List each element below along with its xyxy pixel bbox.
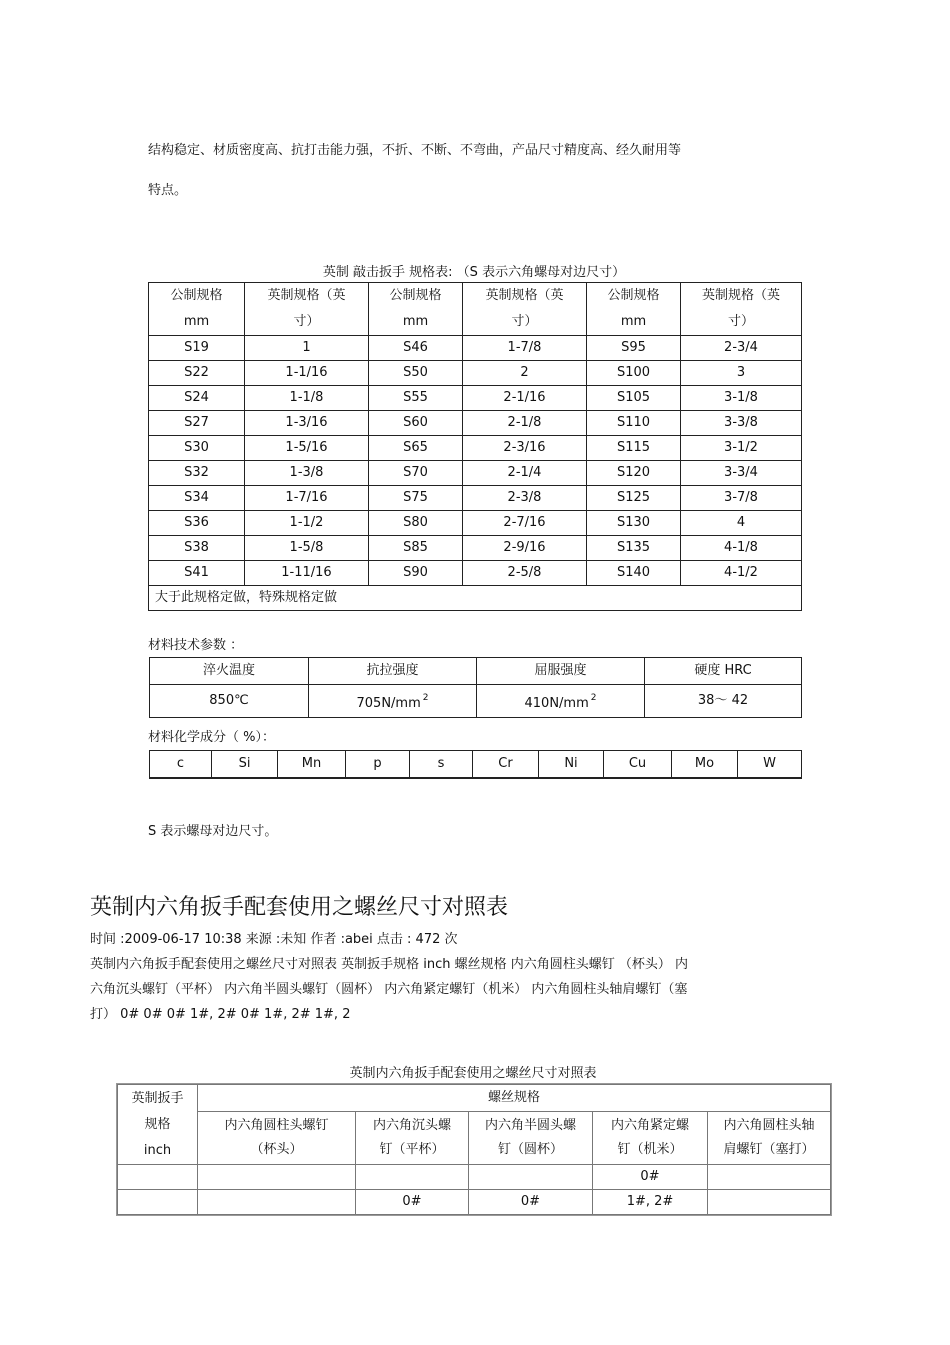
material-params-value-row xyxy=(150,685,802,718)
metric-size-cell: S120 xyxy=(587,461,681,486)
metric-size-cell: S125 xyxy=(587,486,681,511)
element-value-cell xyxy=(346,778,410,779)
metric-size-cell: S41 xyxy=(149,561,245,586)
spec-table xyxy=(148,282,802,611)
metric-size-cell: S34 xyxy=(149,486,245,511)
screw-table xyxy=(117,1084,831,1215)
metric-size-cell: S38 xyxy=(149,536,245,561)
screw-size-cell xyxy=(708,1165,831,1190)
element-header: c xyxy=(150,751,212,778)
imperial-size-cell: 3-3/8 xyxy=(681,411,802,436)
metric-size-cell: S19 xyxy=(149,336,245,361)
element-value-cell xyxy=(150,778,212,779)
spec-row xyxy=(149,411,802,436)
article-meta: 时间 :2009-06-17 10:38 来源 :未知 作者 :abei 点击 : 472 次 xyxy=(90,932,458,947)
quench-temp-value: 850℃ xyxy=(150,685,309,718)
spec-row xyxy=(149,386,802,411)
yield-strength-value: 410N/mm $^2$ xyxy=(477,685,645,718)
spec-note: 大于此规格定做，特殊规格定做 xyxy=(149,586,802,611)
metric-size-cell: S60 xyxy=(369,411,463,436)
element-value-cell xyxy=(539,778,604,779)
article-body-line-1: 英制内六角扳手配套使用之螺丝尺寸对照表 英制扳手规格 inch 螺丝规格 内六角圆柱头螺钉 （杯头） 内 xyxy=(90,957,689,972)
screw-size-cell: 0# xyxy=(469,1190,593,1215)
imperial-size-cell: 2-3/16 xyxy=(463,436,587,461)
screw-size-cell xyxy=(356,1165,469,1190)
spec-row xyxy=(149,536,802,561)
metric-size-cell: S130 xyxy=(587,511,681,536)
metric-size-cell: S27 xyxy=(149,411,245,436)
element-value-cell xyxy=(672,778,738,779)
element-value-cell xyxy=(738,778,802,779)
imperial-size-cell: 1 xyxy=(245,336,369,361)
button-head-screw-header: 内六角半圆头螺 钉（圆杯） xyxy=(469,1112,593,1165)
material-params-header-row xyxy=(150,658,802,685)
unit-superscript: 2 xyxy=(590,693,597,703)
imperial-size-cell: 1-7/8 xyxy=(463,336,587,361)
metric-size-cell: S100 xyxy=(587,361,681,386)
header-metric: 公制规格 mm xyxy=(587,283,681,336)
element-value-cell xyxy=(410,778,473,779)
element-header: Cu xyxy=(604,751,672,778)
element-header: Mn xyxy=(278,751,346,778)
screw-size-cell: 0# xyxy=(593,1165,708,1190)
article-body-line-2: 六角沉头螺钉（平杯） 内六角半圆头螺钉（圆杯） 内六角紧定螺钉（机米） 内六角圆柱头轴肩螺钉（塞 xyxy=(90,982,688,997)
imperial-size-cell: 1-11/16 xyxy=(245,561,369,586)
imperial-size-cell: 2 xyxy=(463,361,587,386)
screw-size-cell: 1#, 2# xyxy=(593,1190,708,1215)
header-imperial: 英制规格（英 寸） xyxy=(245,283,369,336)
imperial-size-cell: 1-1/8 xyxy=(245,386,369,411)
quench-temp-header: 淬火温度 xyxy=(150,658,309,685)
imperial-size-cell: 4-1/2 xyxy=(681,561,802,586)
imperial-size-cell: 1-1/16 xyxy=(245,361,369,386)
element-header: Mo xyxy=(672,751,738,778)
screw-table-caption: 英制内六角扳手配套使用之螺丝尺寸对照表 xyxy=(349,1066,597,1081)
imperial-size-cell: 1-3/8 xyxy=(245,461,369,486)
socket-cap-screw-header: 内六角圆柱头螺钉 （杯头） xyxy=(198,1112,356,1165)
chemistry-label: 材料化学成分（ %）： xyxy=(148,730,275,745)
chemistry-value-row xyxy=(150,778,802,779)
header-imperial: 英制规格（英 寸） xyxy=(681,283,802,336)
spec-row xyxy=(149,511,802,536)
imperial-size-cell: 1-1/2 xyxy=(245,511,369,536)
set-screw-header: 内六角紧定螺 钉（机米） xyxy=(593,1112,708,1165)
spec-header-row xyxy=(149,283,802,336)
imperial-size-cell: 1-3/16 xyxy=(245,411,369,436)
imperial-size-cell: 2-5/8 xyxy=(463,561,587,586)
spec-note-row xyxy=(149,586,802,611)
header-metric: 公制规格 mm xyxy=(369,283,463,336)
element-value-cell xyxy=(604,778,672,779)
wrench-size-cell xyxy=(118,1165,198,1190)
article-title: 英制内六角扳手配套使用之螺丝尺寸对照表 xyxy=(90,895,509,920)
screw-size-cell xyxy=(198,1190,356,1215)
hardness-value: 38～ 42 xyxy=(645,685,802,718)
element-value-cell xyxy=(212,778,278,779)
screw-row xyxy=(118,1165,831,1190)
metric-size-cell: S110 xyxy=(587,411,681,436)
intro-line-2: 特点。 xyxy=(148,183,188,198)
metric-size-cell: S65 xyxy=(369,436,463,461)
wrench-size-cell xyxy=(118,1190,198,1215)
tensile-strength-value: 705N/mm $^2$ xyxy=(309,685,477,718)
screw-size-cell: 0# xyxy=(356,1190,469,1215)
metric-size-cell: S46 xyxy=(369,336,463,361)
metric-size-cell: S115 xyxy=(587,436,681,461)
unit-superscript: 2 xyxy=(422,693,429,703)
metric-size-cell: S85 xyxy=(369,536,463,561)
imperial-size-cell: 2-1/4 xyxy=(463,461,587,486)
chemistry-table xyxy=(149,750,802,779)
spec-row xyxy=(149,361,802,386)
metric-size-cell: S36 xyxy=(149,511,245,536)
metric-size-cell: S32 xyxy=(149,461,245,486)
spec-row xyxy=(149,336,802,361)
element-header: p xyxy=(346,751,410,778)
imperial-size-cell: 2-1/16 xyxy=(463,386,587,411)
element-header: Ni xyxy=(539,751,604,778)
screw-header-row xyxy=(118,1085,831,1112)
article-body-line-3: 打） 0# 0# 0# 1#, 2# 0# 1#, 2# 1#, 2 xyxy=(90,1007,351,1022)
screw-size-cell xyxy=(469,1165,593,1190)
metric-size-cell: S24 xyxy=(149,386,245,411)
shoulder-screw-header: 内六角圆柱头轴 肩螺钉（塞打） xyxy=(708,1112,831,1165)
metric-size-cell: S22 xyxy=(149,361,245,386)
chemistry-header-row xyxy=(150,751,802,778)
metric-size-cell: S70 xyxy=(369,461,463,486)
intro-line-1: 结构稳定、材质密度高、抗打击能力强，不折、不断、不弯曲，产品尺寸精度高、经久耐用等 xyxy=(148,143,682,158)
spec-table-caption: 英制 敲击扳手 规格表: （S 表示六角螺母对边尺寸） xyxy=(322,265,626,280)
header-metric: 公制规格 mm xyxy=(149,283,245,336)
spec-row xyxy=(149,561,802,586)
element-value-cell xyxy=(473,778,539,779)
imperial-size-cell: 3-3/4 xyxy=(681,461,802,486)
screw-subheader-row xyxy=(118,1112,831,1165)
imperial-size-cell: 2-3/8 xyxy=(463,486,587,511)
wrench-spec-header: 英制扳手 规格 inch xyxy=(118,1085,198,1165)
imperial-size-cell: 2-9/16 xyxy=(463,536,587,561)
header-imperial: 英制规格（英 寸） xyxy=(463,283,587,336)
s-note: S 表示螺母对边尺寸。 xyxy=(148,824,278,839)
spec-row xyxy=(149,486,802,511)
imperial-size-cell: 3-1/8 xyxy=(681,386,802,411)
imperial-size-cell: 2-1/8 xyxy=(463,411,587,436)
metric-size-cell: S80 xyxy=(369,511,463,536)
imperial-size-cell: 2-3/4 xyxy=(681,336,802,361)
countersunk-screw-header: 内六角沉头螺 钉（平杯） xyxy=(356,1112,469,1165)
material-params-label: 材料技术参数 ： xyxy=(148,638,244,653)
imperial-size-cell: 1-5/16 xyxy=(245,436,369,461)
imperial-size-cell: 1-7/16 xyxy=(245,486,369,511)
spec-row xyxy=(149,461,802,486)
screw-spec-group-header: 螺丝规格 xyxy=(198,1085,831,1112)
element-header: W xyxy=(738,751,802,778)
imperial-size-cell: 1-5/8 xyxy=(245,536,369,561)
imperial-size-cell: 4 xyxy=(681,511,802,536)
element-header: Si xyxy=(212,751,278,778)
yield-strength-header: 屈服强度 xyxy=(477,658,645,685)
metric-size-cell: S50 xyxy=(369,361,463,386)
screw-size-cell xyxy=(708,1190,831,1215)
metric-size-cell: S140 xyxy=(587,561,681,586)
material-params-table xyxy=(149,657,802,718)
metric-size-cell: S75 xyxy=(369,486,463,511)
element-value-cell xyxy=(278,778,346,779)
screw-row xyxy=(118,1190,831,1215)
metric-size-cell: S55 xyxy=(369,386,463,411)
element-header: s xyxy=(410,751,473,778)
metric-size-cell: S95 xyxy=(587,336,681,361)
imperial-size-cell: 2-7/16 xyxy=(463,511,587,536)
imperial-size-cell: 3-7/8 xyxy=(681,486,802,511)
element-header: Cr xyxy=(473,751,539,778)
spec-row xyxy=(149,436,802,461)
imperial-size-cell: 4-1/8 xyxy=(681,536,802,561)
metric-size-cell: S135 xyxy=(587,536,681,561)
imperial-size-cell: 3-1/2 xyxy=(681,436,802,461)
hardness-header: 硬度 HRC xyxy=(645,658,802,685)
tensile-strength-header: 抗拉强度 xyxy=(309,658,477,685)
metric-size-cell: S30 xyxy=(149,436,245,461)
imperial-size-cell: 3 xyxy=(681,361,802,386)
metric-size-cell: S105 xyxy=(587,386,681,411)
screw-size-cell xyxy=(198,1165,356,1190)
metric-size-cell: S90 xyxy=(369,561,463,586)
